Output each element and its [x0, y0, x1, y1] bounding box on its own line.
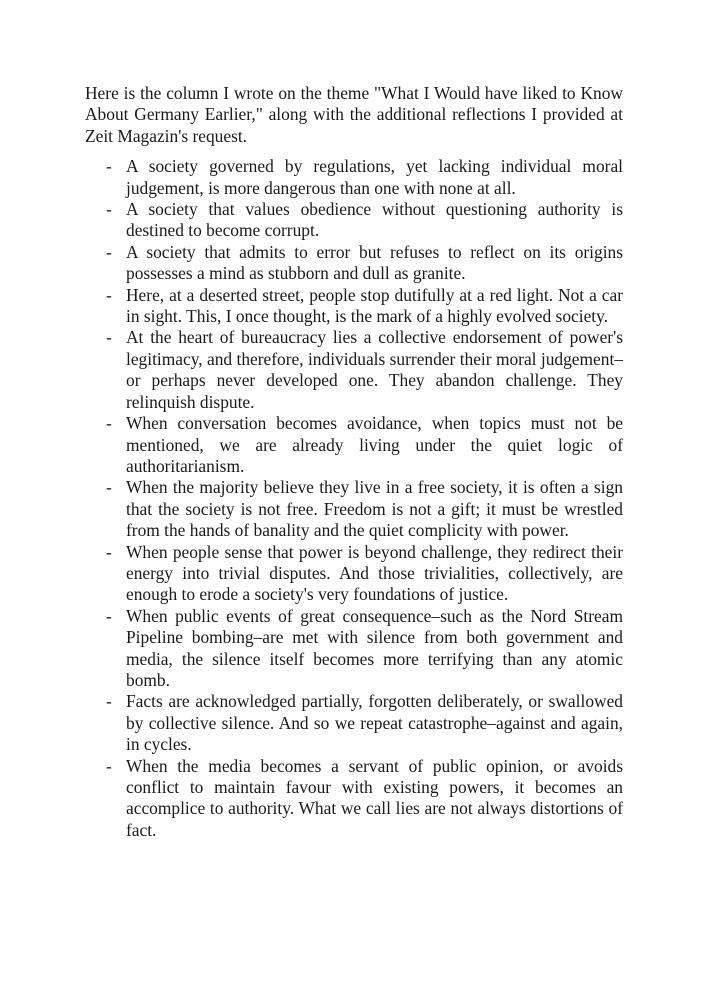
- list-item-text: A society governed by regulations, yet lacking individual moral judgement, is more dangerous than one with none at all.: [126, 156, 623, 198]
- list-item-text: When people sense that power is beyond challenge, they redirect their energy into trivial disputes. And those trivialities, collectively, are enough to erode a society's very foundations of justice.: [126, 541, 623, 605]
- intro-paragraph: Here is the column I wrote on the theme "What I Would have liked to Know About Germany Earlier," along with the additional reflections I provided at Zeit Magazin's request.: [85, 83, 623, 146]
- list-item: [85, 242, 623, 285]
- list-item: [85, 606, 623, 692]
- bullet-dash: -: [106, 541, 112, 562]
- bullet-dash: -: [106, 199, 112, 220]
- document-body: [85, 83, 623, 841]
- list-item: [85, 199, 623, 242]
- list-item-text: A society that values obedience without questioning authority is destined to become corrupt.: [126, 199, 623, 241]
- bullet-dash: -: [106, 755, 112, 776]
- list-item-text: At the heart of bureaucracy lies a collective endorsement of power's legitimacy, and therefore, individuals surrender their moral judgement–or perhaps never developed one. They abandon challenge. They relinquish dispute.: [126, 327, 623, 412]
- list-item: [85, 156, 623, 199]
- bullet-dash: -: [106, 241, 112, 262]
- list-item: [85, 542, 623, 606]
- list-item-text: When conversation becomes avoidance, when topics must not be mentioned, we are already living under the quiet logic of authoritarianism.: [126, 413, 623, 476]
- list-item: [85, 327, 623, 413]
- list-item-text: A society that admits to error but refuses to reflect on its origins possesses a mind as stubborn and dull as granite.: [126, 241, 623, 284]
- list-item: [85, 413, 623, 477]
- list-item-text: When public events of great consequence–such as the Nord Stream Pipeline bombing–are met with silence from both government and media, the silence itself becomes more terrifying than any atomic bomb.: [126, 605, 623, 690]
- list-item: [85, 756, 623, 842]
- bullet-dash: -: [106, 156, 112, 177]
- bullet-dash: -: [106, 477, 112, 498]
- list-item-text: Here, at a deserted street, people stop dutifully at a red light. Not a car in sight. This, I once thought, is the mark of a highly evolved society.: [126, 284, 623, 327]
- reflection-list: [85, 156, 623, 841]
- list-item-text: When the majority believe they live in a free society, it is often a sign that the society is not free. Freedom is not a gift; it must be wrestled from the hands of banality and the quiet complicity with power.: [126, 477, 623, 541]
- list-item: [85, 477, 623, 541]
- list-item: [85, 691, 623, 755]
- bullet-dash: -: [106, 327, 112, 348]
- bullet-dash: -: [106, 413, 112, 434]
- list-item-text: When the media becomes a servant of public opinion, or avoids conflict to maintain favour with existing powers, it becomes an accomplice to authority. What we call lies are not always distortions of fact.: [126, 755, 623, 840]
- bullet-dash: -: [106, 284, 112, 305]
- list-item: [85, 285, 623, 328]
- list-item-text: Facts are acknowledged partially, forgotten deliberately, or swallowed by collective silence. And so we repeat catastrophe–against and again, in cycles.: [126, 691, 623, 755]
- bullet-dash: -: [106, 605, 112, 626]
- bullet-dash: -: [106, 691, 112, 712]
